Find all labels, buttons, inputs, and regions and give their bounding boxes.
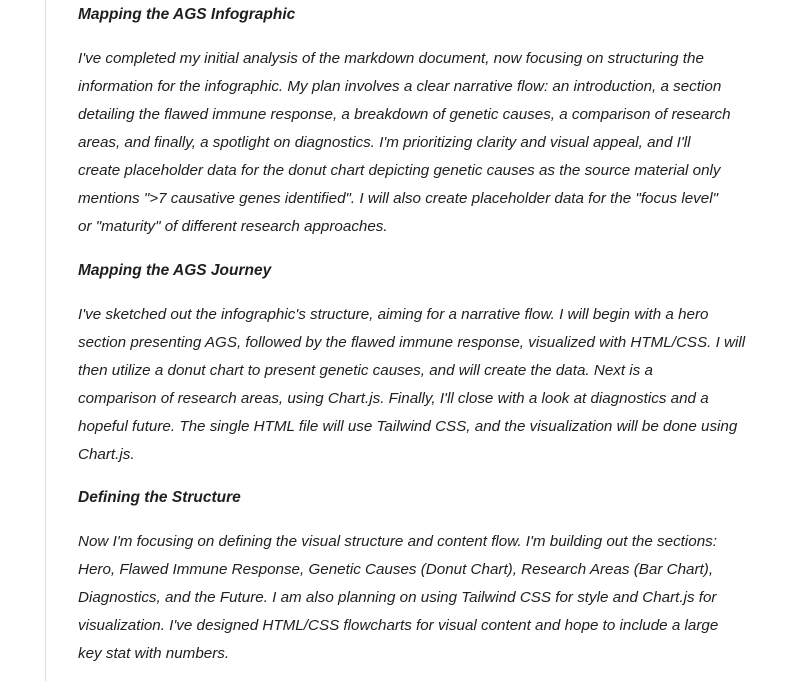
- section-paragraph: [78, 45, 731, 241]
- paragraph-line: Hero, Flawed Immune Response, Genetic Causes (Donut Chart), Research Areas (Bar Chart),: [78, 561, 714, 578]
- paragraph-line: comparison of research areas, using Chart.js. Finally, I'll close with a look at diagnostics and a: [78, 390, 709, 407]
- thought-section-2: [78, 257, 746, 463]
- paragraph-line: Now I'm focusing on defining the visual structure and content flow. I'm building out the sections:: [78, 533, 717, 550]
- paragraph-line: areas, and finally, a spotlight on diagnostics. I'm prioritizing clarity and visual appeal, and I'll: [78, 134, 691, 151]
- paragraph-line: Chart.js.: [78, 446, 135, 463]
- paragraph-line: create placeholder data for the donut chart depicting genetic causes as the source material only: [78, 162, 721, 179]
- paragraph-line: I've completed my initial analysis of the markdown document, now focusing on structuring the: [78, 50, 704, 67]
- section-heading: Mapping the AGS Infographic: [78, 6, 296, 23]
- paragraph-line: or "maturity" of different research approaches.: [78, 218, 388, 235]
- paragraph-line: I've sketched out the infographic's structure, aiming for a narrative flow. I will begin with a hero: [78, 306, 709, 323]
- section-heading: Defining the Structure: [78, 489, 241, 506]
- paragraph-line: Diagnostics, and the Future. I am also planning on using Tailwind CSS for style and Chart.js for: [78, 589, 717, 606]
- paragraph-line: detailing the flawed immune response, a breakdown of genetic causes, a comparison of research: [78, 106, 731, 123]
- section-paragraph: [78, 528, 718, 668]
- paragraph-line: then utilize a donut chart to present genetic causes, and will create the data. Next is a: [78, 362, 653, 379]
- paragraph-line: key stat with numbers.: [78, 645, 230, 662]
- paragraph-line: hopeful future. The single HTML file will use Tailwind CSS, and the visualization will be done using: [78, 418, 738, 435]
- thought-section-1: [78, 1, 731, 235]
- thought-section-3: [78, 484, 719, 662]
- thread-divider: [45, 0, 46, 681]
- paragraph-line: mentions ">7 causative genes identified". I will also create placeholder data for the "focus level": [78, 190, 718, 207]
- paragraph-line: visualization. I've designed HTML/CSS flowcharts for visual content and hope to include a large: [78, 617, 719, 634]
- section-paragraph: [78, 301, 745, 469]
- section-heading: Mapping the AGS Journey: [78, 262, 272, 279]
- paragraph-line: information for the infographic. My plan involves a clear narrative flow: an introduction, a section: [78, 78, 722, 95]
- paragraph-line: section presenting AGS, followed by the flawed immune response, visualized with HTML/CSS. I will: [78, 334, 746, 351]
